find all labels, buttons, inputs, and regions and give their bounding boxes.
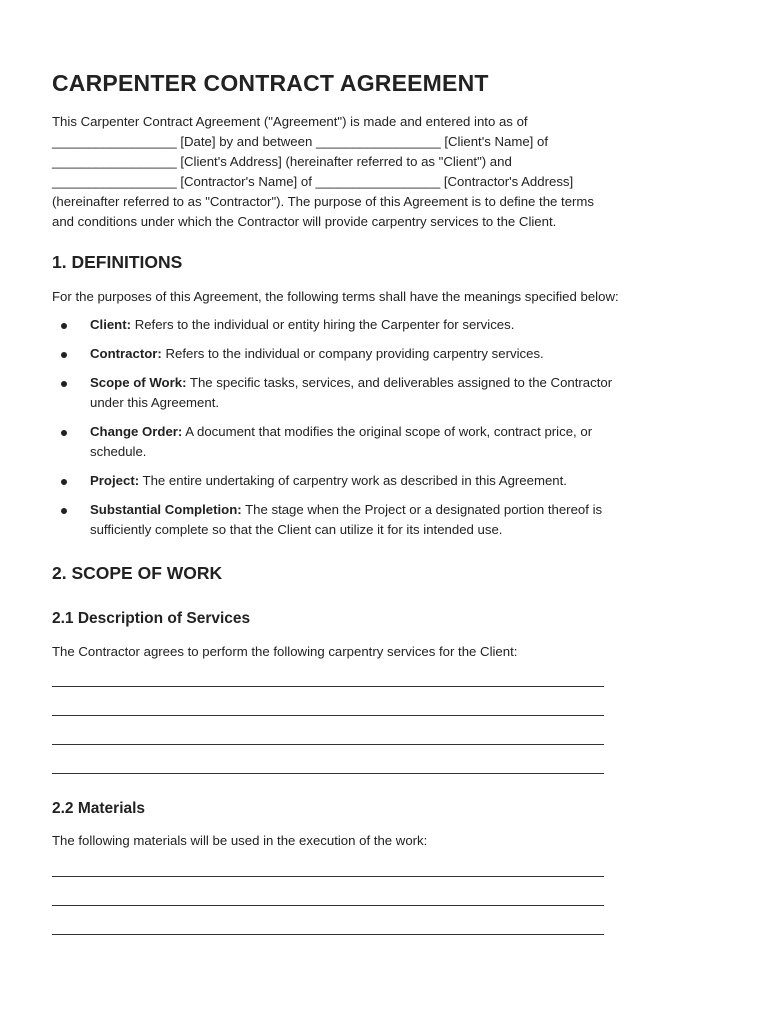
definition-term: Client: <box>90 317 132 332</box>
definitions-lead: For the purposes of this Agreement, the following terms shall have the meanings specified below: <box>52 289 619 304</box>
bullet-icon <box>61 381 67 387</box>
definition-term: Contractor: <box>90 346 162 361</box>
definition-text: schedule. <box>90 444 147 459</box>
definition-text: Refers to the individual or company providing carpentry services. <box>161 346 544 361</box>
definition-term: Project: <box>90 473 140 488</box>
intro-line: (hereinafter referred to as "Contractor"). The purpose of this Agreement is to define the terms <box>52 194 595 209</box>
services-fill-line[interactable] <box>52 686 604 687</box>
definition-item <box>52 500 732 540</box>
definition-text: under this Agreement. <box>90 395 220 410</box>
bullet-icon <box>61 430 67 436</box>
definition-item <box>52 315 732 335</box>
subsection-heading-description: 2.1 Description of Services <box>52 610 251 627</box>
definition-item <box>52 373 732 413</box>
definition-text: The specific tasks, services, and deliverables assigned to the Contractor <box>186 375 613 390</box>
intro-paragraph <box>52 112 732 232</box>
definition-term: Change Order: <box>90 424 183 439</box>
intro-line: _________________ [Client's Address] (hereinafter referred to as "Client") and <box>52 154 512 169</box>
definitions-list <box>52 315 732 549</box>
definition-text: sufficiently complete so that the Client can utilize it for its intended use. <box>90 522 503 537</box>
description-lead: The Contractor agrees to perform the following carpentry services for the Client: <box>52 644 518 659</box>
bullet-icon <box>61 479 67 485</box>
definition-item <box>52 344 732 364</box>
materials-fill-line[interactable] <box>52 876 604 877</box>
services-fill-line[interactable] <box>52 744 604 745</box>
services-fill-line[interactable] <box>52 715 604 716</box>
materials-lead: The following materials will be used in the execution of the work: <box>52 833 428 848</box>
definition-text: The stage when the Project or a designated portion thereof is <box>241 502 603 517</box>
definition-item <box>52 471 732 491</box>
definition-text: A document that modifies the original scope of work, contract price, or <box>182 424 593 439</box>
definition-term: Substantial Completion: <box>90 502 242 517</box>
bullet-icon <box>61 323 67 329</box>
materials-fill-line[interactable] <box>52 934 604 935</box>
definition-text: Refers to the individual or entity hiring the Carpenter for services. <box>131 317 515 332</box>
document-title: CARPENTER CONTRACT AGREEMENT <box>52 70 489 96</box>
intro-line: _________________ [Contractor's Name] of _________________ [Contractor's Address] <box>52 174 574 189</box>
subsection-heading-materials: 2.2 Materials <box>52 800 146 817</box>
intro-line: This Carpenter Contract Agreement ("Agreement") is made and entered into as of <box>52 114 528 129</box>
definition-term: Scope of Work: <box>90 375 187 390</box>
bullet-icon <box>61 508 67 514</box>
intro-line: _________________ [Date] by and between _________________ [Client's Name] of <box>52 134 548 149</box>
definition-text: The entire undertaking of carpentry work as described in this Agreement. <box>139 473 567 488</box>
services-fill-line[interactable] <box>52 773 604 774</box>
definition-item <box>52 422 732 462</box>
bullet-icon <box>61 352 67 358</box>
intro-line: and conditions under which the Contractor will provide carpentry services to the Client. <box>52 214 557 229</box>
section-heading-definitions: 1. DEFINITIONS <box>52 252 183 272</box>
section-heading-scope-of-work: 2. SCOPE OF WORK <box>52 563 223 583</box>
materials-fill-line[interactable] <box>52 905 604 906</box>
